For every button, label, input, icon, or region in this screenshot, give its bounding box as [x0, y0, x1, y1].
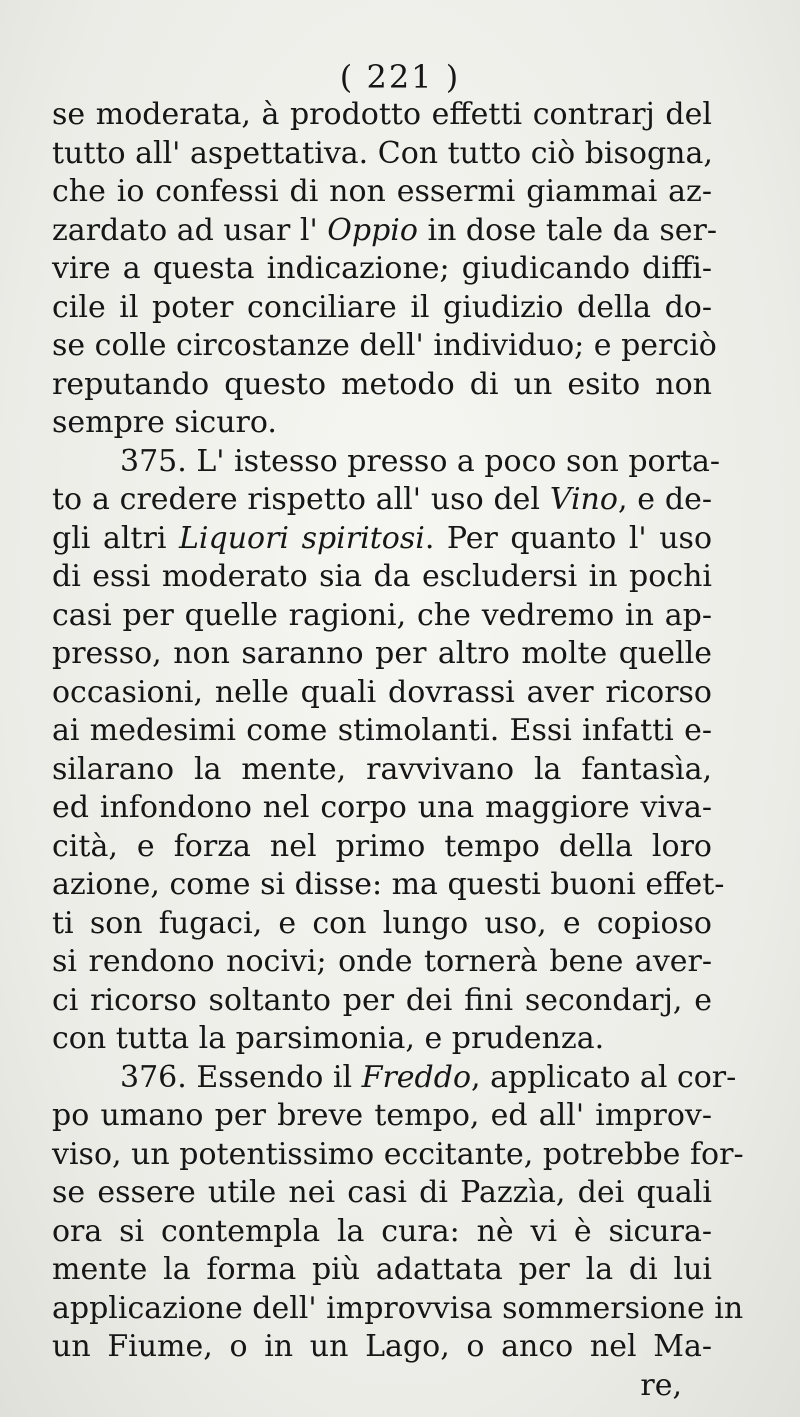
text-line: cile il poter conciliare il giudizio della do-: [52, 289, 712, 325]
text-line: ed infondono nel corpo una maggiore viva-: [52, 790, 712, 825]
paragraph-376-start: 376. Essendo il Freddo, applicato al cor-: [120, 1059, 737, 1095]
text-line: sempre sicuro.: [52, 405, 277, 440]
text-line: presso, non saranno per altro molte quelle: [52, 636, 712, 671]
text-line: che io confessi di non essermi giammai az-: [52, 174, 712, 209]
text-line: tutto all' aspettativa. Con tutto ciò bisogna,: [52, 135, 713, 171]
text-line: ci ricorso soltanto per dei fini secondarj, e: [52, 982, 712, 1018]
text-line: cità, e forza nel primo tempo della loro: [52, 828, 712, 864]
text-line: silarano la mente, ravvivano la fantasìa,: [52, 751, 712, 787]
text-line: to a credere rispetto all' uso del Vino, e de-: [52, 482, 712, 517]
catchword: re,: [640, 1367, 682, 1403]
text-line: viso, un potentissimo eccitante, potrebbe for-: [52, 1136, 744, 1172]
text-line: mente la forma più adattata per la di lui: [52, 1252, 712, 1287]
text-line: vire a questa indicazione; giudicando diffi-: [52, 251, 712, 286]
text-line: occasioni, nelle quali dovrassi aver ricorso: [52, 674, 712, 710]
text-line: si rendono nocivi; onde tornerà bene aver-: [52, 944, 712, 979]
text-line: se essere utile nei casi di Pazzìa, dei quali: [52, 1175, 712, 1210]
text-line: reputando questo metodo di un esito non: [52, 366, 712, 402]
page-number: ( 221 ): [339, 58, 461, 96]
paragraph-375-start: 375. L' istesso presso a poco son porta-: [120, 443, 720, 479]
text-line: zardato ad usar l' Oppio in dose tale da ser-: [52, 212, 717, 248]
text-line: ai medesimi come stimolanti. Essi infatti e-: [52, 713, 712, 748]
text-line: gli altri Liquori spiritosi. Per quanto l' uso: [52, 520, 713, 556]
text-line: ora si contempla la cura: nè vi è sicura-: [52, 1213, 712, 1249]
text-line: se colle circostanze dell' individuo; e perciò: [52, 328, 717, 363]
text-line: casi per quelle ragioni, che vedremo in ap-: [52, 597, 712, 633]
text-line: un Fiume, o in un Lago, o anco nel Ma-: [52, 1329, 712, 1364]
text-line: se moderata, à prodotto effetti contrarj del: [52, 97, 712, 132]
page-body-text: [52, 96, 744, 1405]
text-line: azione, come si disse: ma questi buoni effet-: [52, 867, 725, 902]
text-line: ti son fugaci, e con lungo uso, e copioso: [52, 905, 712, 941]
text-line: di essi moderato sia da escludersi in pochi: [52, 559, 712, 594]
text-line: po umano per breve tempo, ed all' improv-: [52, 1098, 712, 1133]
text-line: con tutta la parsimonia, e prudenza.: [52, 1021, 605, 1056]
text-line: applicazione dell' improvvisa sommersione in: [52, 1290, 744, 1326]
